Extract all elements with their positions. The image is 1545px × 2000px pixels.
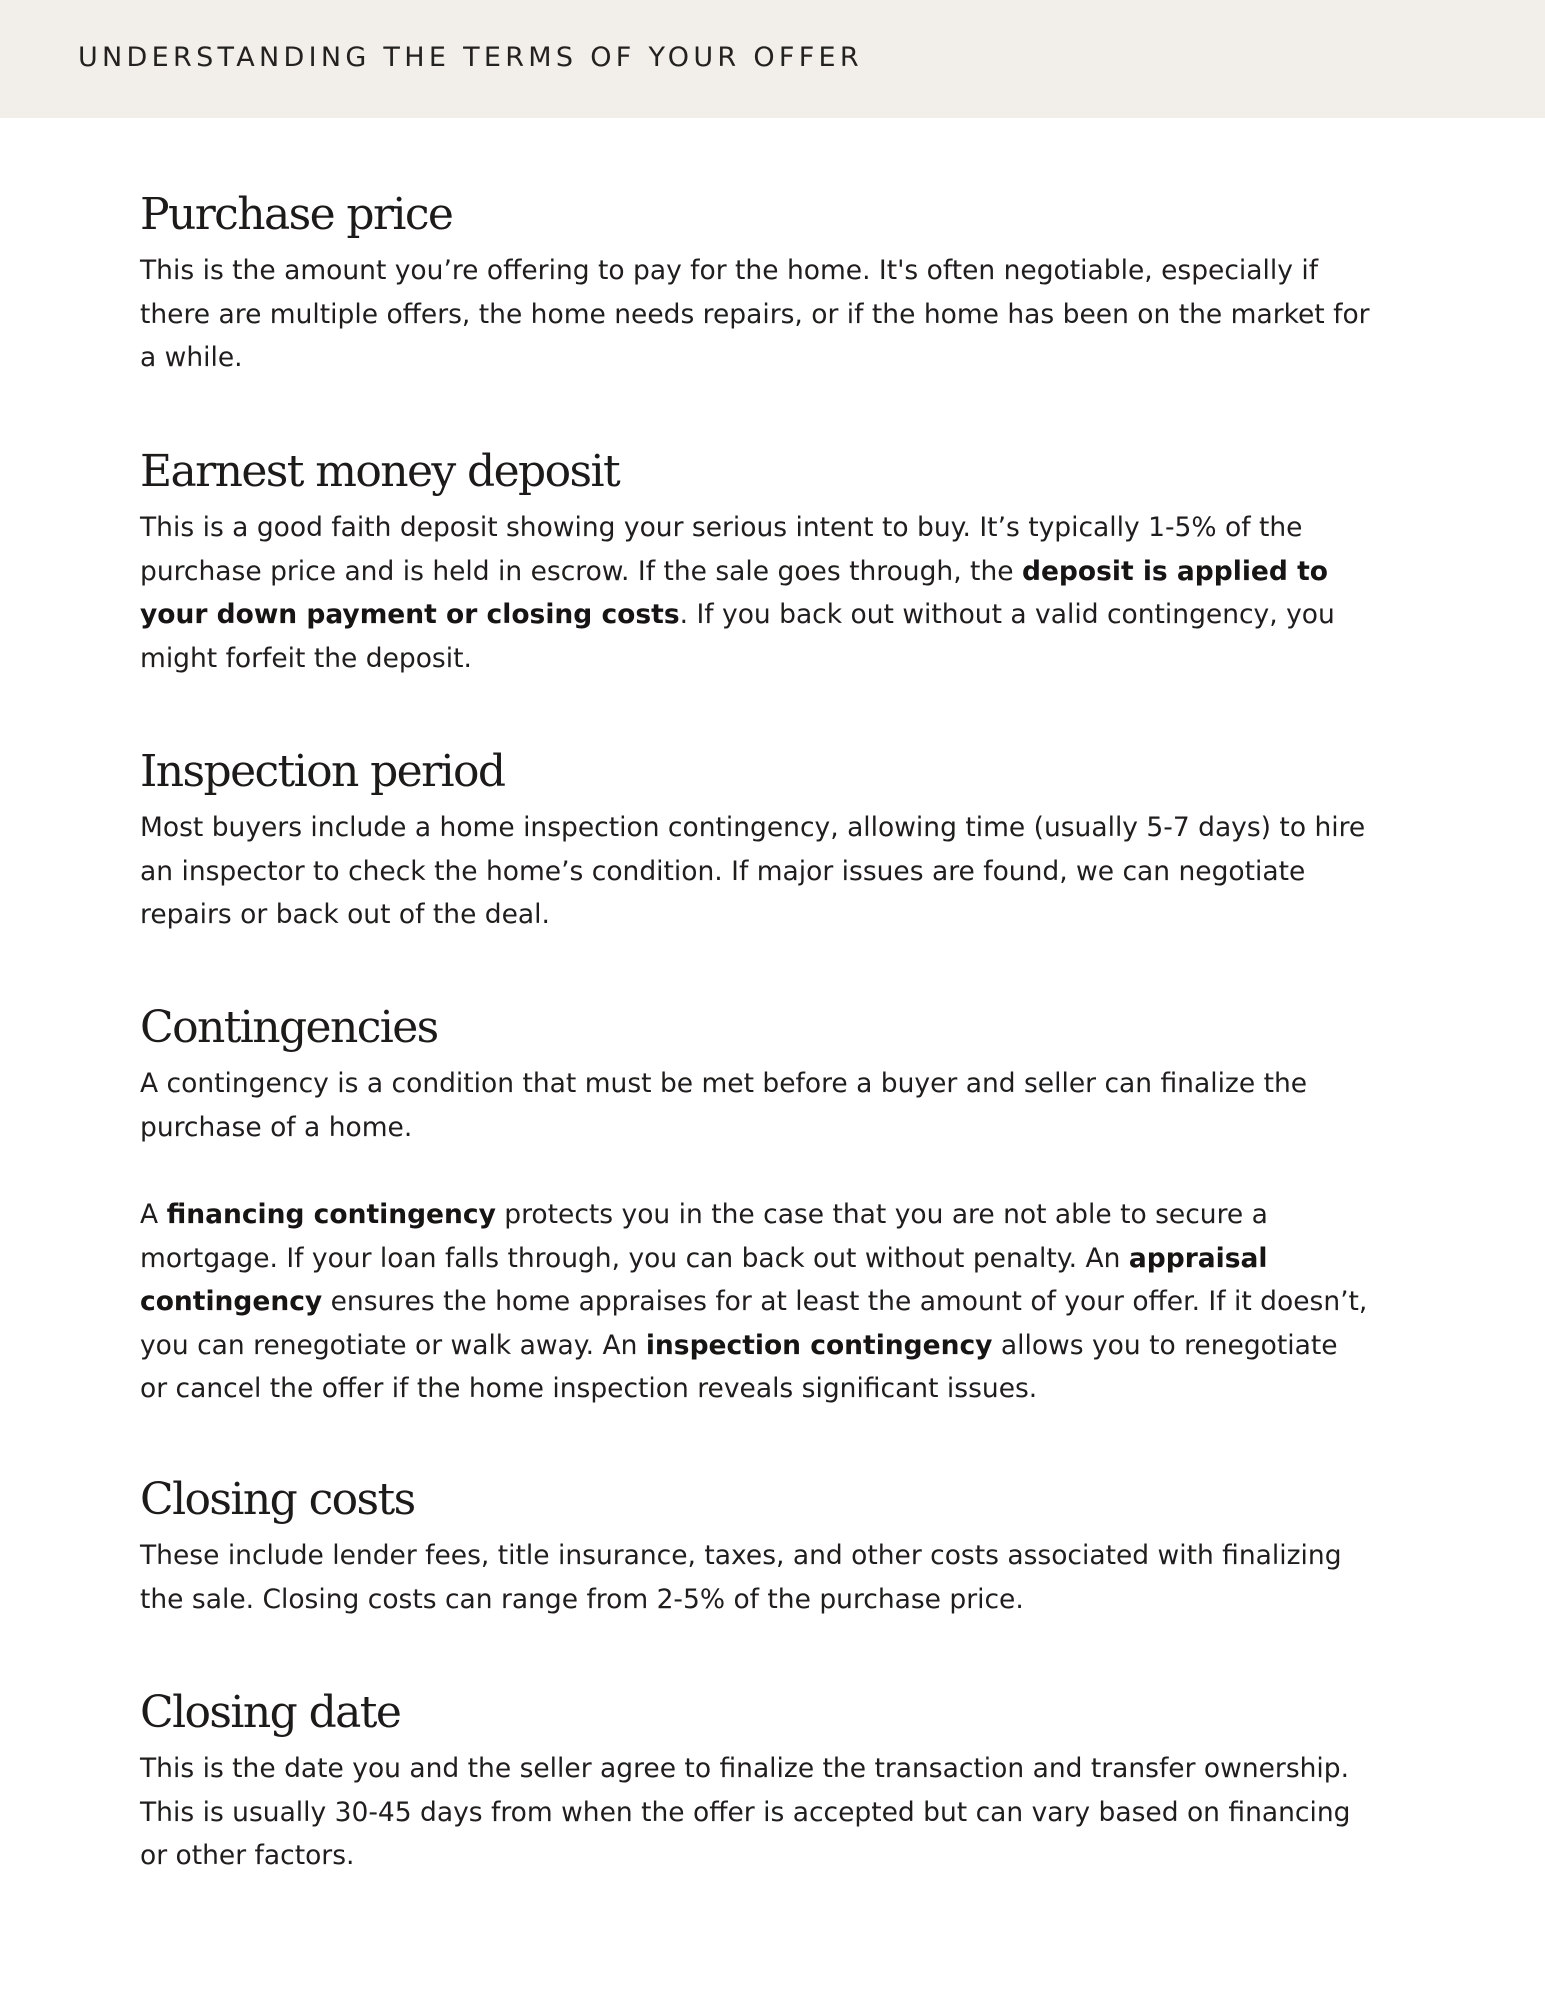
section-paragraph <box>140 249 1370 380</box>
section-earnest-money-deposit <box>140 442 1370 680</box>
section-paragraph <box>140 1747 1370 1878</box>
emphasis-text: appraisal contingency <box>140 1242 1268 1317</box>
section-paragraph <box>140 1062 1370 1149</box>
section-inspection-period <box>140 742 1370 937</box>
section-heading: Contingencies <box>140 1002 438 1053</box>
emphasis-text: deposit is applied to your down payment or closing costs <box>140 555 1328 630</box>
section-heading: Inspection period <box>140 746 505 797</box>
section-paragraph <box>140 806 1370 937</box>
section-heading: Closing costs <box>140 1474 415 1525</box>
section-heading: Earnest money deposit <box>140 446 620 497</box>
body-text: These include lender fees, title insurance, taxes, and other costs associated with finalizing the sale. Closing costs can range from 2-5% of the purchase price. <box>140 1540 1342 1615</box>
section-contingencies <box>140 998 1370 1411</box>
body-text: protects you in the case that you are not able to secure a mortgage. If your loan falls through, you can back out without penalty. An <box>140 1199 1268 1274</box>
section-purchase-price <box>140 185 1370 380</box>
body-text: ensures the home appraises for at least the amount of your offer. If it doesn’t, you can renegotiate or walk away. An <box>140 1286 1368 1361</box>
emphasis-text: inspection contingency <box>645 1329 993 1361</box>
emphasis-text: financing contingency <box>166 1199 496 1230</box>
body-text: A contingency is a condition that must be met before a buyer and seller can finalize the purchase of a home. <box>140 1068 1308 1143</box>
body-text: . If you back out without a valid contingency, you might forfeit the deposit. <box>140 599 1335 674</box>
body-text: This is a good faith deposit showing your serious intent to buy. It’s typically 1-5% of the purchase price and is held in escrow. If the sale goes through, the <box>140 512 1303 587</box>
section-paragraph <box>140 506 1370 680</box>
body-text: This is the date you and the seller agree to finalize the transaction and transfer ownership. This is usually 30-45 days from when the offer is accepted but can vary based on financing or other factors. <box>140 1753 1351 1871</box>
section-heading: Purchase price <box>140 189 453 240</box>
body-text: This is the amount you’re offering to pay for the home. It's often negotiable, especially if there are multiple offers, the home needs repairs, or if the home has been on the market for a while. <box>140 255 1370 373</box>
section-heading: Closing date <box>140 1687 401 1738</box>
header-band <box>0 0 1545 118</box>
body-text: allows you to renegotiate or cancel the offer if the home inspection reveals significant issues. <box>140 1329 1338 1404</box>
body-text: Most buyers include a home inspection contingency, allowing time (usually 5-7 days) to hire an inspector to check the home’s condition. If major issues are found, we can negotiate repairs or back out of the deal. <box>140 812 1366 930</box>
body-text: A <box>140 1199 167 1230</box>
section-closing-costs <box>140 1470 1370 1621</box>
section-closing-date <box>140 1683 1370 1878</box>
page-title: UNDERSTANDING THE TERMS OF YOUR OFFER <box>78 42 863 73</box>
section-paragraph <box>140 1193 1370 1411</box>
section-paragraph <box>140 1534 1370 1621</box>
